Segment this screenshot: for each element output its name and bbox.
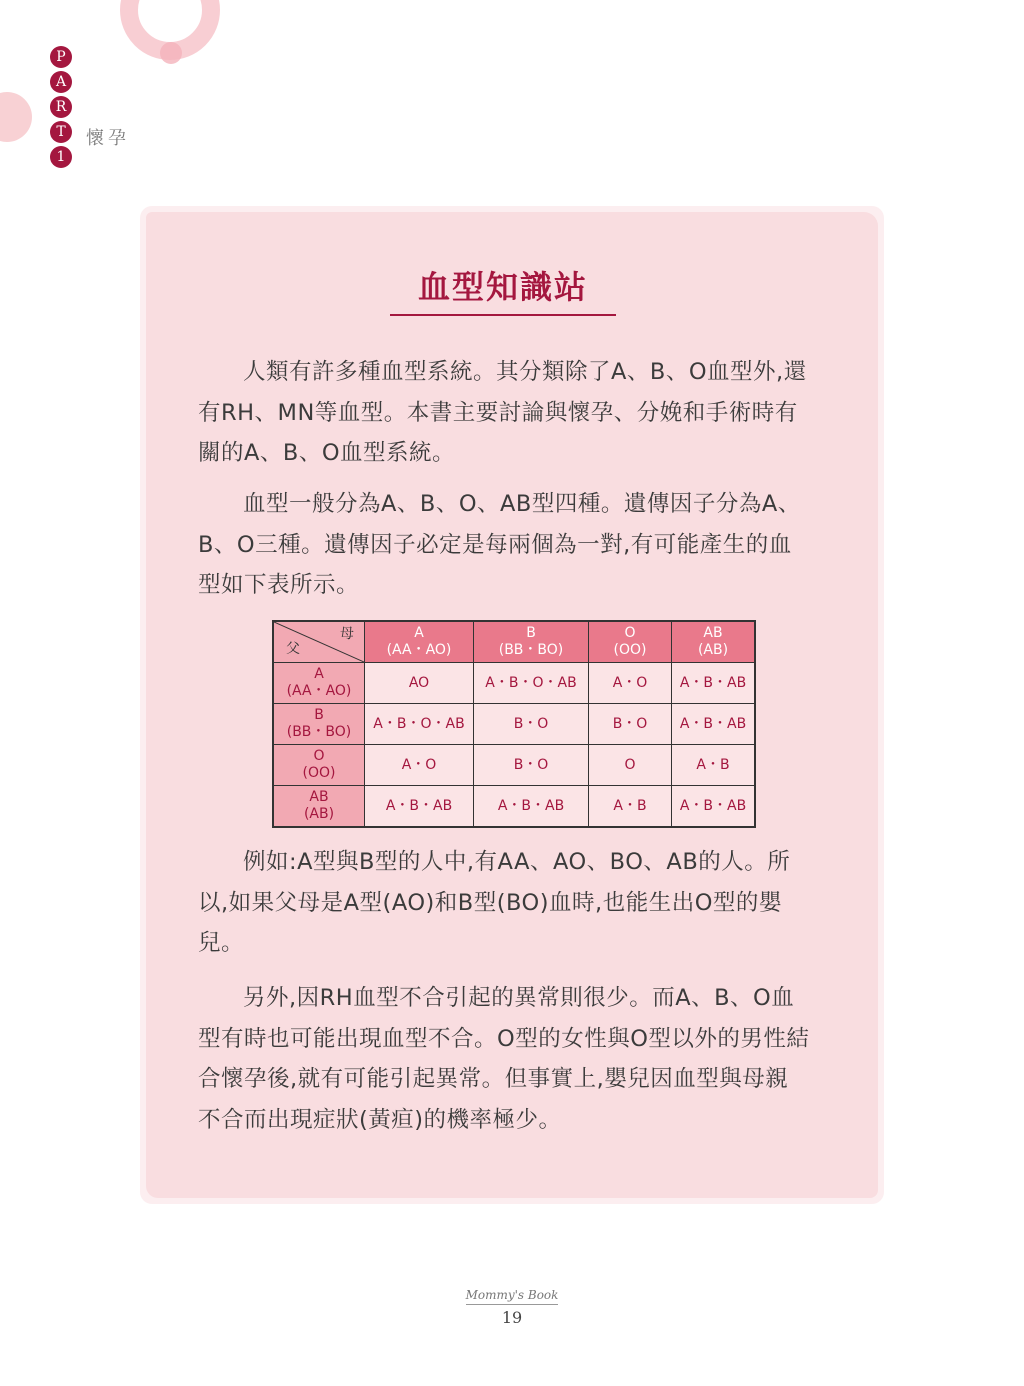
- row-type: O: [313, 748, 325, 764]
- part-badge: [50, 46, 74, 171]
- table-cell: AO: [365, 663, 474, 704]
- column-header: [474, 621, 589, 663]
- table-cell: A・B・AB: [474, 786, 589, 828]
- column-header: [589, 621, 672, 663]
- table-cell: A・B・O・AB: [474, 663, 589, 704]
- column-type: AB: [703, 625, 723, 641]
- row-genes: (OO): [302, 765, 336, 781]
- row-type: B: [314, 707, 324, 723]
- footer-divider: [466, 1304, 558, 1305]
- section-title: 血型知識站: [417, 268, 588, 306]
- row-genes: (BB・BO): [286, 724, 352, 740]
- row-header: [273, 704, 365, 745]
- table-cell: A・B・AB: [365, 786, 474, 828]
- father-label: 父: [286, 641, 300, 657]
- paragraph: 人類有許多種血型系統。其分類除了A、B、O血型外,還有RH、MN等血型。本書主要討論與懷孕、分娩和手術時有關的A、B、O血型系統。: [198, 359, 807, 466]
- table-cell: A・B・AB: [672, 704, 756, 745]
- table-cell: B・O: [474, 745, 589, 786]
- mother-label: 母: [340, 626, 354, 642]
- chapter-label: 懷孕: [86, 128, 130, 149]
- table-cell: A・O: [365, 745, 474, 786]
- table-cell: A・B: [672, 745, 756, 786]
- footer-brand: Mommy's Book: [465, 1288, 559, 1302]
- table-row: [273, 786, 755, 828]
- table-cell: O: [589, 745, 672, 786]
- paragraph: 血型一般分為A、B、O、AB型四種。遺傳因子分為A、B、O三種。遺傳因子必定是每兩個為一對,有可能產生的血型如下表所示。: [198, 491, 801, 598]
- column-genes: (AA・AO): [386, 642, 452, 658]
- column-type: O: [624, 625, 636, 641]
- table-cell: A・B・O・AB: [365, 704, 474, 745]
- row-header: [273, 786, 365, 828]
- table-row: [273, 663, 755, 704]
- blood-type-table: [272, 620, 756, 828]
- decorative-dot: [160, 42, 182, 64]
- table-cell: B・O: [589, 704, 672, 745]
- row-type: A: [314, 666, 324, 682]
- column-genes: (BB・BO): [498, 642, 564, 658]
- part-letter: P: [50, 46, 72, 68]
- row-type: AB: [309, 789, 329, 805]
- row-genes: (AA・AO): [286, 683, 352, 699]
- table-cell: A・B: [589, 786, 672, 828]
- page-number: 19: [501, 1308, 523, 1327]
- column-header: [365, 621, 474, 663]
- row-header: [273, 663, 365, 704]
- column-genes: (OO): [613, 642, 647, 658]
- table-cell: A・B・AB: [672, 663, 756, 704]
- table-header-row: [273, 621, 755, 663]
- table-row: [273, 745, 755, 786]
- table-cell: A・B・AB: [672, 786, 756, 828]
- column-type: B: [526, 625, 536, 641]
- table-cell: A・O: [589, 663, 672, 704]
- column-type: A: [414, 625, 424, 641]
- title-underline: [390, 314, 616, 316]
- column-header: [672, 621, 756, 663]
- paragraph: 例如:A型與B型的人中,有AA、AO、BO、AB的人。所以,如果父母是A型(AO)和B型(BO)血時,也能生出O型的嬰兒。: [198, 849, 791, 956]
- table-row: [273, 704, 755, 745]
- row-genes: (AB): [303, 806, 335, 822]
- row-header: [273, 745, 365, 786]
- part-letter: A: [50, 71, 72, 93]
- part-letter: T: [50, 121, 72, 143]
- part-number: 1: [50, 146, 72, 168]
- decorative-dot: [0, 92, 32, 142]
- part-letter: R: [50, 96, 72, 118]
- table-cell: B・O: [474, 704, 589, 745]
- column-genes: (AB): [697, 642, 729, 658]
- paragraph: 另外,因RH血型不合引起的異常則很少。而A、B、O血型有時也可能出現血型不合。O型的女性與O型以外的男性結合懷孕後,就有可能引起異常。但事實上,嬰兒因血型與母親不合而出現症狀(黃疸)的機率極少。: [198, 985, 810, 1133]
- table-corner: [273, 621, 365, 663]
